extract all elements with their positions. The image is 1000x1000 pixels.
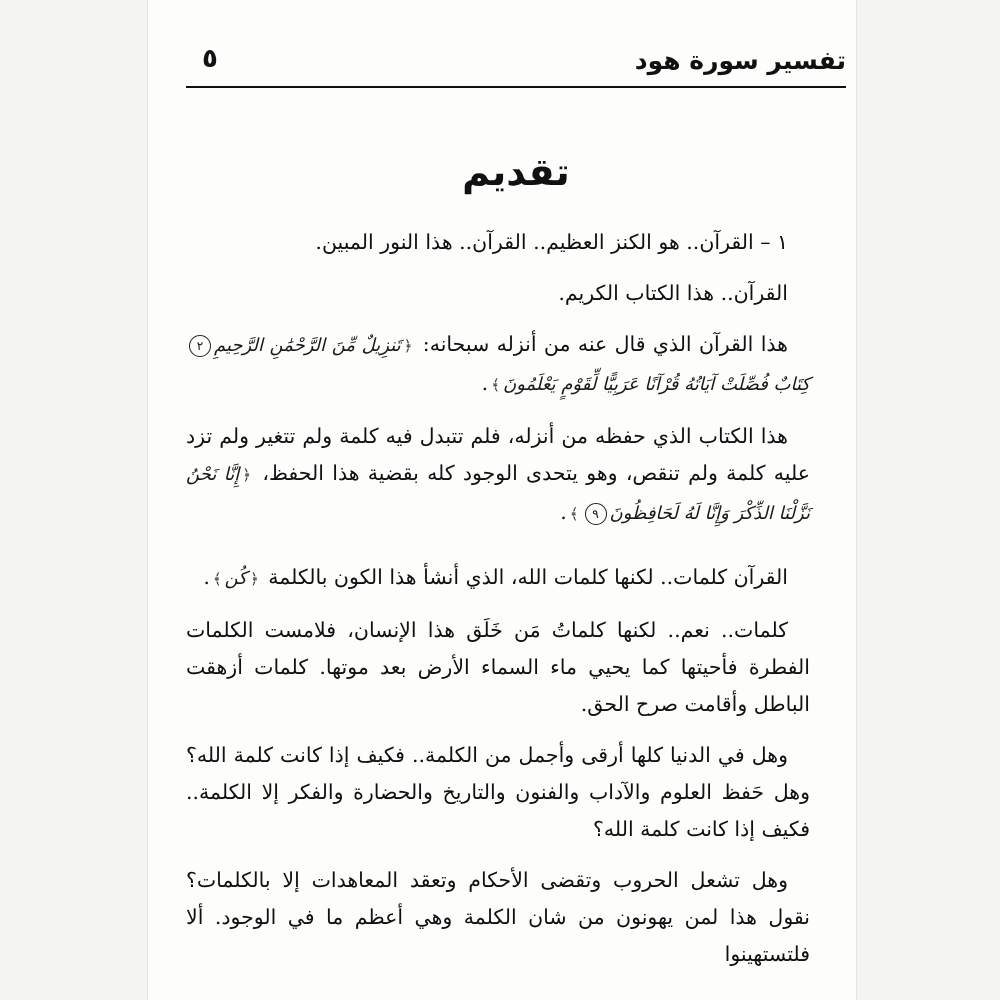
quran-verse: إِنَّا نَحْنُ نَزَّلْنَا الذِّكْرَ وَإِنَّا لَهُ لَحَافِظُونَ: [186, 464, 810, 524]
sentence-end: .: [481, 371, 489, 395]
chapter-heading: تقديم: [462, 150, 570, 194]
paragraph-3-text: هذا القرآن الذي قال عنه من أنزله سبحانه:: [422, 332, 788, 356]
paragraph-5: [186, 559, 810, 598]
body-text: [186, 224, 810, 987]
paragraph-3: [186, 326, 810, 404]
quran-open-ornament: ﴿: [242, 466, 252, 484]
sentence-end: .: [203, 565, 210, 589]
quran-verse: كِتَابٌ فُصِّلَتْ آيَاتُهُ قُرْآنًا عَرَبِيًّا لِّقَوْمٍ يَعْلَمُونَ: [502, 374, 810, 395]
ayah-number-marker: ٩: [585, 503, 607, 525]
running-title: تفسير سورة هود: [634, 46, 846, 75]
paragraph-8: [186, 862, 810, 973]
paragraph-6: [186, 612, 810, 723]
paragraph-2: [186, 275, 810, 312]
page-number: ٥: [202, 44, 218, 74]
paragraph-2-text: القرآن.. هذا الكتاب الكريم.: [558, 281, 788, 305]
ayah-number-marker: ٢: [189, 335, 211, 357]
paragraph-1: [186, 224, 810, 261]
quran-open-ornament: ﴿: [249, 570, 259, 588]
quran-open-ornament: ﴿: [403, 337, 413, 355]
quran-close-ornament: ﴾: [491, 376, 500, 394]
quran-close-ornament: ﴾: [212, 570, 222, 588]
sentence-end: .: [560, 500, 567, 524]
paragraph-7: [186, 737, 810, 848]
paragraph-8-text: وهل تشعل الحروب وتقضى الأحكام وتعقد المعاهدات إلا بالكلمات؟ نقول هذا لمن يهونون من شان الكلمة وهي أعظم ما في الوجود. ألا فلتستهينوا: [186, 868, 810, 966]
paragraph-4: [186, 418, 810, 533]
paragraph-1-text: ١ – القرآن.. هو الكنز العظيم.. القرآن.. هذا النور المبين.: [315, 230, 788, 254]
quran-word: كُن: [224, 568, 247, 589]
paragraph-7-text: وهل في الدنيا كلها أرقى وأجمل من الكلمة.. فكيف إذا كانت كلمة الله؟ وهل حَفظ العلوم والآداب والفنون والتاريخ والحضارة والفكر إلا الكلمة.. فكيف إذا كانت كلمة الله؟: [186, 743, 810, 841]
running-head: [186, 40, 846, 88]
paragraph-4-text: هذا الكتاب الذي حفظه من أنزله، فلم تتبدل فيه كلمة ولم تتغير ولم تزد عليه كلمة ولم تنقص، وهو يتحدى الوجود كله بقضية هذا الحفظ،: [186, 424, 810, 485]
paragraph-6-text: كلمات.. نعم.. لكنها كلماتُ مَن خَلَق هذا الإنسان، فلامست الكلمات الفطرة فأحيتها كما يحيي ماء السماء الأرض بعد موتها. كلمات أزهقت الباطل وأقامت صرح الحق.: [186, 618, 810, 716]
quran-verse: تَنزِيلٌ مِّنَ الرَّحْمَٰنِ الرَّحِيمِ: [214, 335, 401, 356]
paragraph-5-text: القرآن كلمات.. لكنها كلمات الله، الذي أنشأ هذا الكون بالكلمة: [268, 565, 788, 589]
quran-close-ornament: ﴾: [569, 505, 579, 523]
